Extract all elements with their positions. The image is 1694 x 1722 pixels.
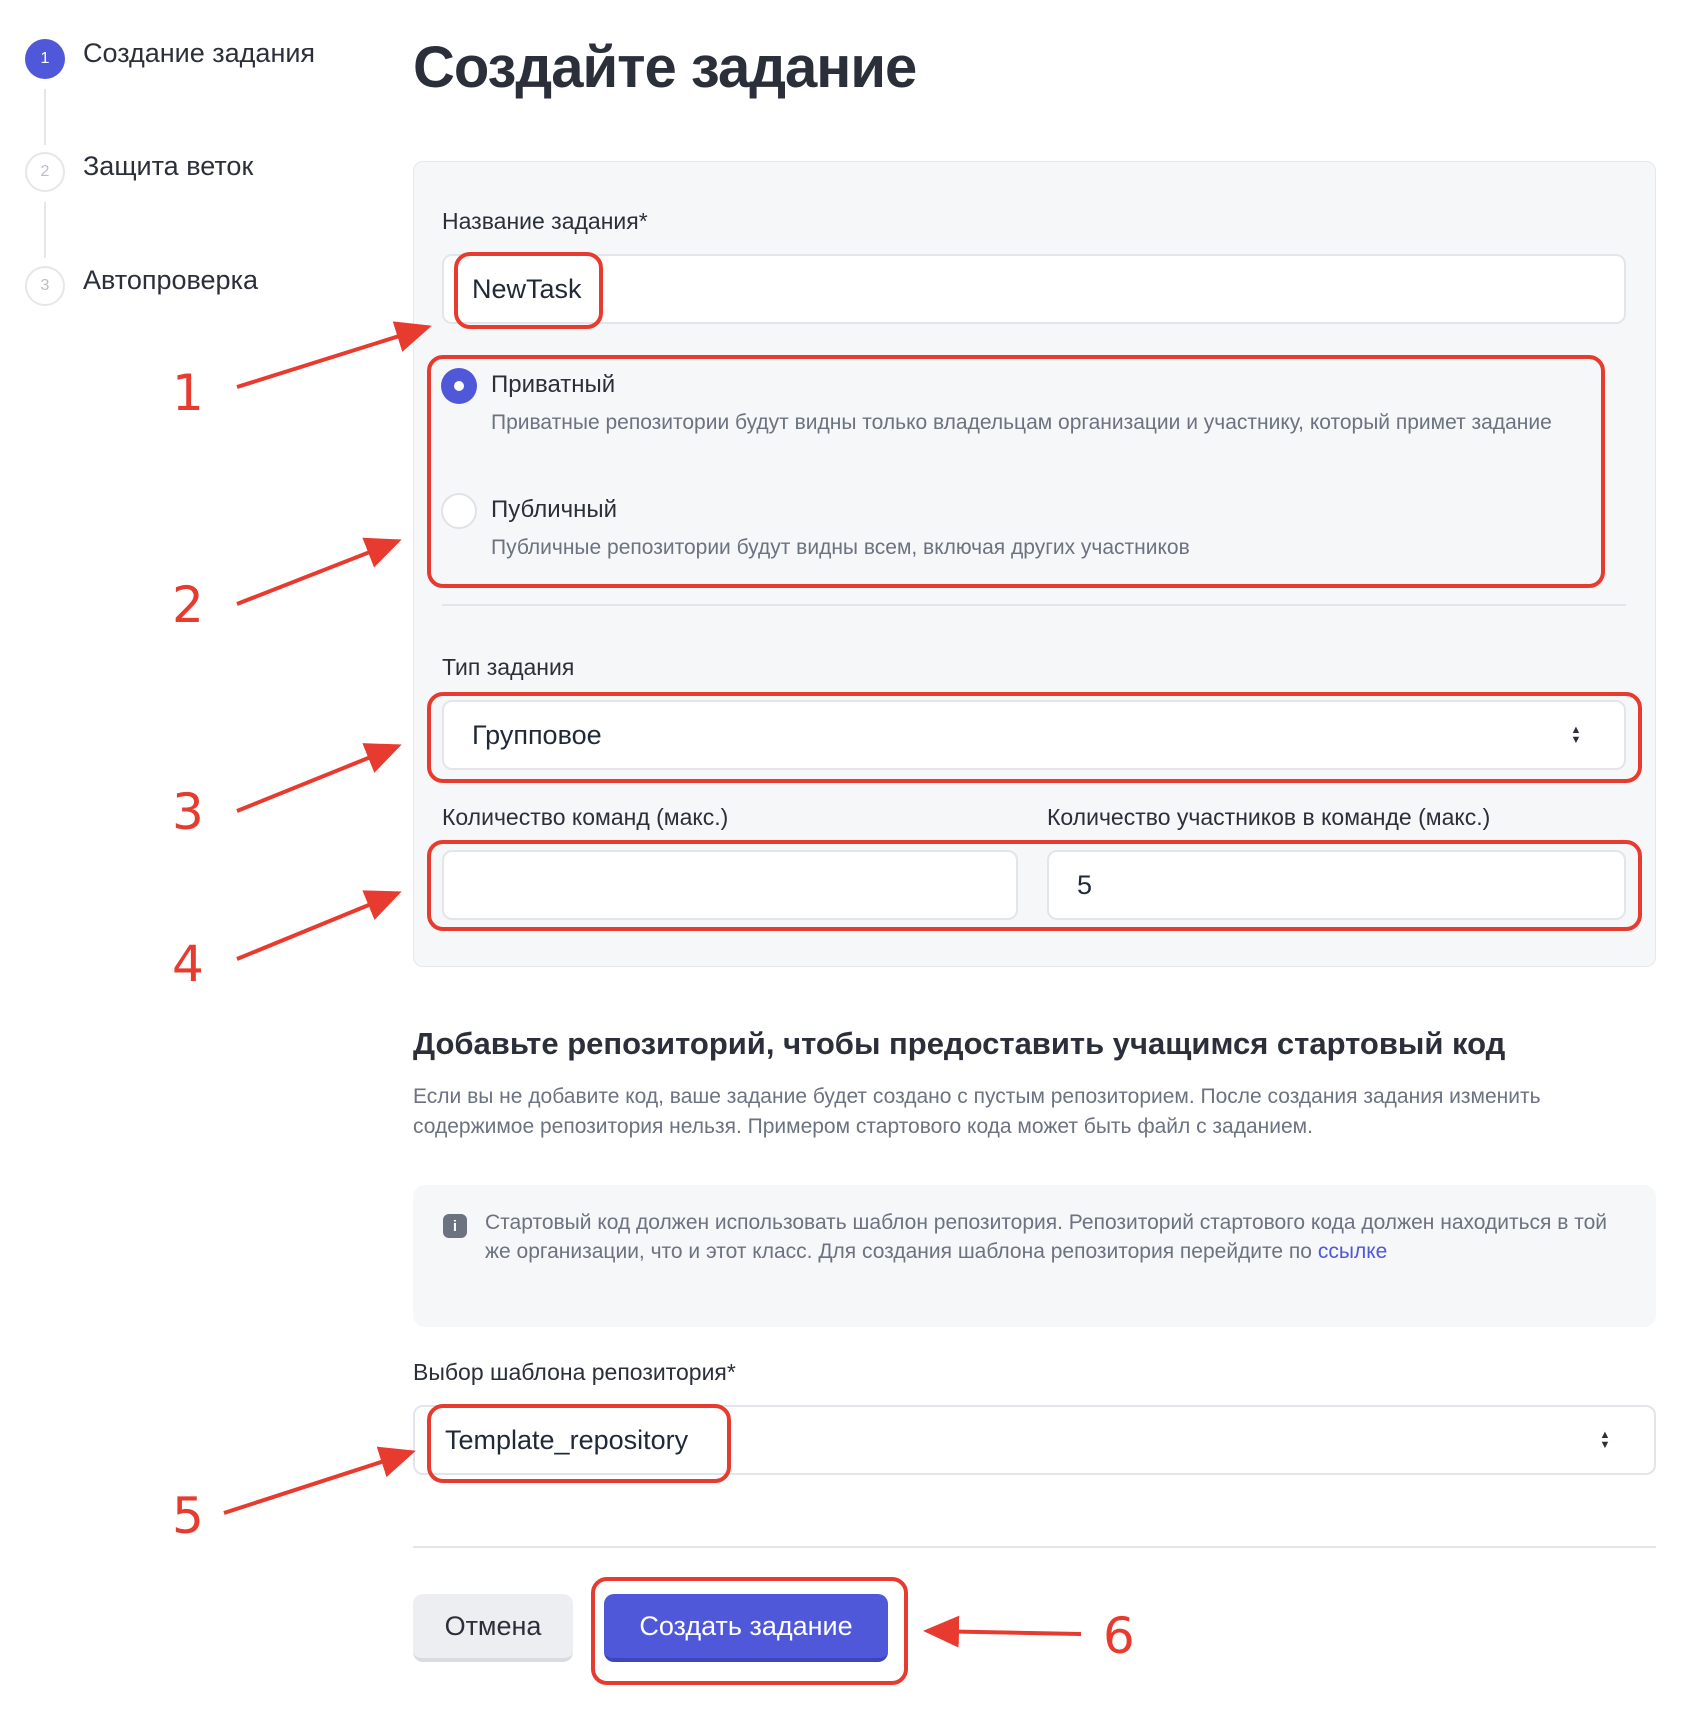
template-label: Выбор шаблона репозитория*: [413, 1359, 736, 1385]
annotation-number-3: 3: [172, 783, 204, 841]
template-help-link[interactable]: ссылке: [1317, 1240, 1388, 1263]
annotation-number-1: 1: [172, 364, 204, 422]
cancel-button[interactable]: Отмена: [413, 1594, 573, 1662]
repo-section-title: Добавьте репозиторий, чтобы предоставить учащимся стартовый код: [413, 1026, 1506, 1061]
members-max-label: Количество участников в команде (макс.): [1047, 804, 1491, 830]
private-radio-description: Приватные репозитории будут видны только владельцам организации и участнику, который примет задание: [491, 411, 1552, 434]
private-radio-label[interactable]: Приватный: [491, 371, 616, 398]
step-3-label[interactable]: Автопроверка: [83, 265, 258, 295]
step-1-label[interactable]: Создание задания: [83, 38, 316, 68]
annotation-arrow-1: [237, 327, 428, 387]
public-radio-label[interactable]: Публичный: [491, 496, 618, 523]
step-2-label[interactable]: Защита веток: [83, 151, 254, 181]
annotation-arrow-5: [224, 1452, 412, 1513]
create-task-button[interactable]: Создать задание: [604, 1594, 888, 1662]
annotation-number-2: 2: [172, 576, 204, 634]
select-chevrons-icon: ▲ ▼: [1570, 724, 1582, 746]
info-text-body: Стартовый код должен использовать шаблон репозитория. Репозиторий стартового кода должен находиться в той же организации, что и этот класс. Для создания шаблона репозитория перейдите по: [485, 1211, 1608, 1263]
step-number: 1: [40, 50, 50, 67]
annotation-arrow-3: [237, 746, 398, 811]
info-icon: i: [443, 1214, 467, 1238]
task-type-label: Тип задания: [442, 654, 575, 680]
annotation-arrow-2: [237, 541, 398, 604]
task-name-label: Название задания*: [442, 208, 648, 234]
annotation-arrow-6: [927, 1631, 1081, 1634]
step-number: 3: [40, 277, 50, 294]
members-max-value: 5: [1077, 869, 1093, 900]
annotation-number-4: 4: [172, 935, 204, 993]
annotation-number-6: 6: [1103, 1607, 1135, 1665]
select-chevrons-icon: ▲ ▼: [1599, 1429, 1611, 1451]
task-type-value: Групповое: [472, 719, 602, 750]
step-number: 2: [40, 163, 50, 180]
page-title: Создайте задание: [413, 35, 917, 100]
teams-max-label: Количество команд (макс.): [442, 804, 729, 830]
public-radio-description: Публичные репозитории будут видны всем, включая других участников: [491, 536, 1190, 559]
annotation-arrow-4: [237, 893, 398, 959]
annotation-number-5: 5: [172, 1487, 204, 1545]
task-name-value: NewTask: [472, 273, 582, 304]
template-value: Template_repository: [445, 1424, 689, 1455]
repo-section-description: Если вы не добавите код, ваше задание будет создано с пустым репозиторием. После создания задания изменить содержимое репозитория нельзя. Примером стартового кода может быть файл с заданием.: [413, 1085, 1541, 1138]
